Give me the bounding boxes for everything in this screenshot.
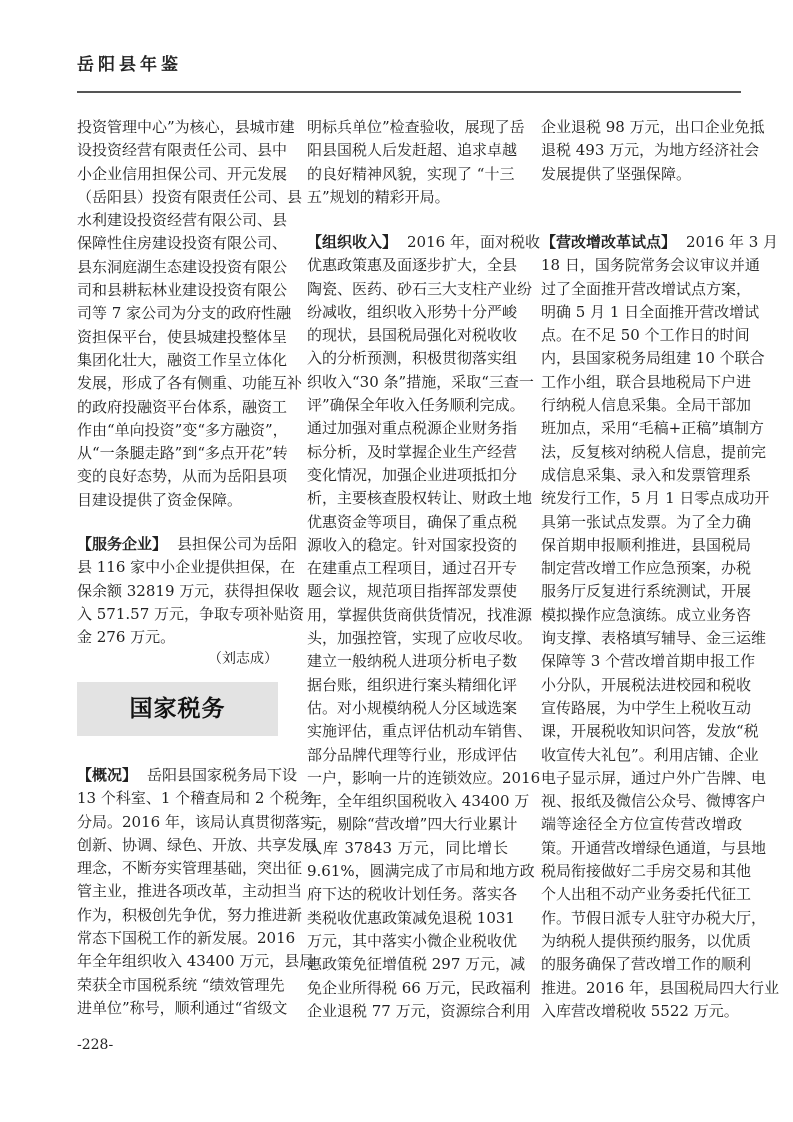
text-line: 13 个科室、1 个稽查局和 2 个税务 <box>77 789 315 808</box>
text-line: 服务厅反复进行系统测试，开展 <box>541 582 752 601</box>
text-line: 统发行工作，5 月 1 日零点成功开 <box>541 489 770 508</box>
text-line: 设投资经营有限责任公司、县中 <box>77 141 288 160</box>
paragraph-label: 【服务企业】 <box>77 535 168 553</box>
text-line: 纷减收，组织收入形势十分严峻 <box>307 302 518 321</box>
paragraph-overview-continued <box>307 116 525 209</box>
text-line: 投资管理中心”为核心，县城市建 <box>77 118 295 136</box>
paragraph-overview <box>77 764 318 1020</box>
text-line: 府下达的税收计划任务。落实各 <box>307 885 518 904</box>
text-line: 创新、协调、绿色、开放、共享发展 <box>77 835 318 854</box>
text-line: 模拟操作应急演练。成立业务咨 <box>541 605 752 624</box>
text-line: 课，开展税收知识问答，发放“税 <box>541 722 759 741</box>
text-line: 类税收优惠政策减免退税 1031 <box>307 908 515 927</box>
paragraph-service-enterprises <box>77 533 305 649</box>
text-line: 的服务确保了营改增工作的顺利 <box>541 955 752 974</box>
paragraph-investment-platform <box>77 116 303 512</box>
paragraph-vat-reform-pilot <box>541 231 779 1023</box>
text-line: 变的良好态势，从而为岳阳县项 <box>77 467 288 486</box>
text-line <box>77 764 298 787</box>
section-heading: 国家税务 <box>77 682 278 736</box>
paragraph-label: 【概况】 <box>77 766 138 784</box>
text-line: 免企业所得税 66 万元，民政福利 <box>307 978 531 997</box>
text-line: 变化情况，加强企业进项抵扣分 <box>307 465 518 484</box>
text-line: 估。对小规模纳税人分区域选案 <box>307 698 518 717</box>
text-line: 陶瓷、医药、砂石三大支柱产业纷 <box>307 279 533 298</box>
text-line: 金 276 万元。 <box>77 628 176 647</box>
text-line: 工作小组，联合县地税局下户进 <box>541 372 752 391</box>
text-line: 保余额 32819 万元，获得担保收 <box>77 581 300 600</box>
text-line: 发展，形成了各有侧重、功能互补 <box>77 374 303 393</box>
text-line: 入库营改增税收 5522 万元。 <box>541 1001 739 1020</box>
text-line: 优惠资金等项目，确保了重点税 <box>307 512 518 531</box>
text-line: 水利建设投资经营有限公司、县 <box>77 211 288 230</box>
page-number: -228- <box>77 1037 114 1053</box>
text-line: 管主业，推进各项改革，主动担当 <box>77 882 303 901</box>
text-line: 进单位”称号，顺利通过“省级文 <box>77 998 288 1017</box>
text-line: 明确 5 月 1 日全面推开营改增试 <box>541 302 760 321</box>
text-line <box>77 533 298 556</box>
text-line: 理念，不断夯实管理基础，突出征 <box>77 859 303 878</box>
paragraph-revenue-continued <box>541 116 765 186</box>
text-line: 资担保平台，使县城建投整体呈 <box>77 327 288 346</box>
text-line: 优惠政策惠及面逐步扩大，全县 <box>307 256 518 275</box>
text-line: 五”规划的精彩开局。 <box>307 187 450 206</box>
text-line: 县东洞庭湖生态建设投资有限公 <box>77 257 288 276</box>
text-line: 在建重点工程项目，通过召开专 <box>307 559 518 578</box>
text-line: 的良好精神风貌，实现了 “十三 <box>307 164 515 183</box>
paragraph-revenue-organization <box>307 231 541 1023</box>
text-line: 标分析，及时掌握企业生产经营 <box>307 442 518 461</box>
text-line: 一户，影响一片的连锁效应。2016 <box>307 768 541 787</box>
text-line-content: 2016 年，面对税收 <box>407 233 540 251</box>
text-line: 内，县国家税务局组建 10 个联合 <box>541 349 765 368</box>
text-line: 集团化壮大，融资工作呈立体化 <box>77 350 288 369</box>
author-attribution: （刘志成） <box>208 651 278 667</box>
text-line: 班加点，采用“毛稿+正稿”填制方 <box>541 419 764 438</box>
text-line: 过了全面推开营改增试点方案， <box>541 279 752 298</box>
text-line: 点。在不足 50 个工作日的时间 <box>541 326 750 345</box>
paragraph-label: 【组织收入】 <box>307 233 398 251</box>
text-line <box>541 231 779 254</box>
text-line: 分局。2016 年，该局认真贯彻落实 <box>77 812 315 831</box>
text-line: 制定营改增工作应急预案，办税 <box>541 559 752 578</box>
text-line: 评”确保全年收入任务顺利完成。 <box>307 396 525 415</box>
text-line: 法，反复核对纳税人信息，提前完 <box>541 442 767 461</box>
text-line: 明标兵单位”检查验收，展现了岳 <box>307 118 525 136</box>
text-line: 入库 37843 万元，同比增长 <box>307 838 508 857</box>
text-line: 为纳税人提供预约服务，以优质 <box>541 931 752 950</box>
text-line <box>307 231 540 254</box>
text-line: 的政府投融资平台体系，融资工 <box>77 397 288 416</box>
text-line: 实施评估，重点评估机动车销售、 <box>307 722 533 741</box>
text-line: 司等 7 家公司为分支的政府性融 <box>77 304 292 323</box>
text-line: 策。开通营改增绿色通道，与县地 <box>541 838 767 857</box>
text-line: 目建设提供了资金保障。 <box>77 490 243 509</box>
text-line: 收宣传大礼包”。利用店铺、企业 <box>541 745 759 764</box>
text-line: 询支撑、表格填写辅导、金三运维 <box>541 629 767 648</box>
text-line: 万元，其中落实小微企业税收优 <box>307 931 518 950</box>
text-line: 据台账，组织进行案头精细化评 <box>307 675 518 694</box>
text-line: 年全年组织收入 43400 万元，县局 <box>77 952 315 971</box>
text-line: 成信息采集、录入和发票管理系 <box>541 465 752 484</box>
text-line: 从“一条腿走路”到“多点开花”转 <box>77 444 288 463</box>
text-line: 析，主要核查股权转让、财政土地 <box>307 489 533 508</box>
text-line: 端等途径全方位宣传营改增政 <box>541 815 742 834</box>
text-line: 年，全年组织国税收入 43400 万 <box>307 792 530 811</box>
text-line: 通过加强对重点税源企业财务指 <box>307 419 518 438</box>
text-line: 司和县耕耘林业建设投资有限公 <box>77 281 288 300</box>
text-line: 18 日，国务院常务会议审议并通 <box>541 256 760 275</box>
text-line: 头，加强控管，实现了应收尽收。 <box>307 629 533 648</box>
text-line: 用，掌握供货商供货情况，找准源 <box>307 605 533 624</box>
text-line: 源收入的稳定。针对国家投资的 <box>307 535 518 554</box>
text-line: 企业退税 98 万元，出口企业免抵 <box>541 118 765 136</box>
text-line: 作由“单向投资”变“多方融资”， <box>77 420 288 439</box>
text-line: 保首期申报顺利推进，县国税局 <box>541 535 752 554</box>
running-header-title: 岳阳县年鉴 <box>77 55 182 75</box>
text-line: 个人出租不动产业务委托代征工 <box>541 885 752 904</box>
text-line: 退税 493 万元，为地方经济社会 <box>541 141 760 160</box>
text-line: 入的分析预测，积极贯彻落实组 <box>307 349 518 368</box>
text-line: 常态下国税工作的新发展。2016 <box>77 929 296 948</box>
text-line: 惠政策免征增值税 297 万元，减 <box>307 955 526 974</box>
text-line: 元，剔除“营改增”四大行业累计 <box>307 815 518 834</box>
text-line: 建立一般纳税人进项分析电子数 <box>307 652 518 671</box>
text-line-content: 2016 年 3 月 <box>686 233 779 251</box>
text-line: 作为，积极创先争优，努力推进新 <box>77 905 303 924</box>
text-line: （岳阳县）投资有限责任公司、县 <box>77 187 303 206</box>
text-line: 织收入“30 条”措施，采取“三查一 <box>307 372 534 391</box>
text-line: 小企业信用担保公司、开元发展 <box>77 164 288 183</box>
text-line: 县 116 家中小企业提供担保，在 <box>77 558 296 577</box>
text-line: 宣传路展，为中学生上税收互动 <box>541 698 752 717</box>
header-rule <box>77 91 741 93</box>
text-line: 保障等 3 个营改增首期申报工作 <box>541 652 756 671</box>
text-line: 发展提供了坚强保障。 <box>541 164 692 183</box>
text-line: 9.61%，圆满完成了市局和地方政 <box>307 862 535 881</box>
text-line: 推进。2016 年，县国税局四大行业 <box>541 978 779 997</box>
text-line: 作。节假日派专人驻守办税大厅， <box>541 908 767 927</box>
text-line: 企业退税 77 万元，资源综合利用 <box>307 1001 531 1020</box>
paragraph-label: 【营改增改革试点】 <box>541 233 677 251</box>
text-line: 小分队，开展税法进校园和税收 <box>541 675 752 694</box>
text-line: 荣获全市国税系统 “绩效管理先 <box>77 975 285 994</box>
text-line: 阳县国税人后发赶超、追求卓越 <box>307 141 518 160</box>
text-line: 保障性住房建设投资有限公司、 <box>77 234 288 253</box>
text-line: 题会议，规范项目指挥部发票使 <box>307 582 518 601</box>
text-line: 具第一张试点发票。为了全力确 <box>541 512 752 531</box>
text-line: 入 571.57 万元，争取专项补贴资 <box>77 604 305 623</box>
text-line: 税局衔接做好二手房交易和其他 <box>541 862 752 881</box>
text-line-content: 县担保公司为岳阳 <box>177 535 298 553</box>
text-line: 的现状，县国税局强化对税收收 <box>307 326 518 345</box>
text-line: 电子显示屏，通过户外广告牌、电 <box>541 768 767 787</box>
text-line: 视、报纸及微信公众号、微博客户 <box>541 792 767 811</box>
text-line: 行纳税人信息采集。全局干部加 <box>541 396 752 415</box>
text-line: 部分品牌代理等行业，形成评估 <box>307 745 518 764</box>
text-line-content: 岳阳县国家税务局下设 <box>147 766 298 784</box>
